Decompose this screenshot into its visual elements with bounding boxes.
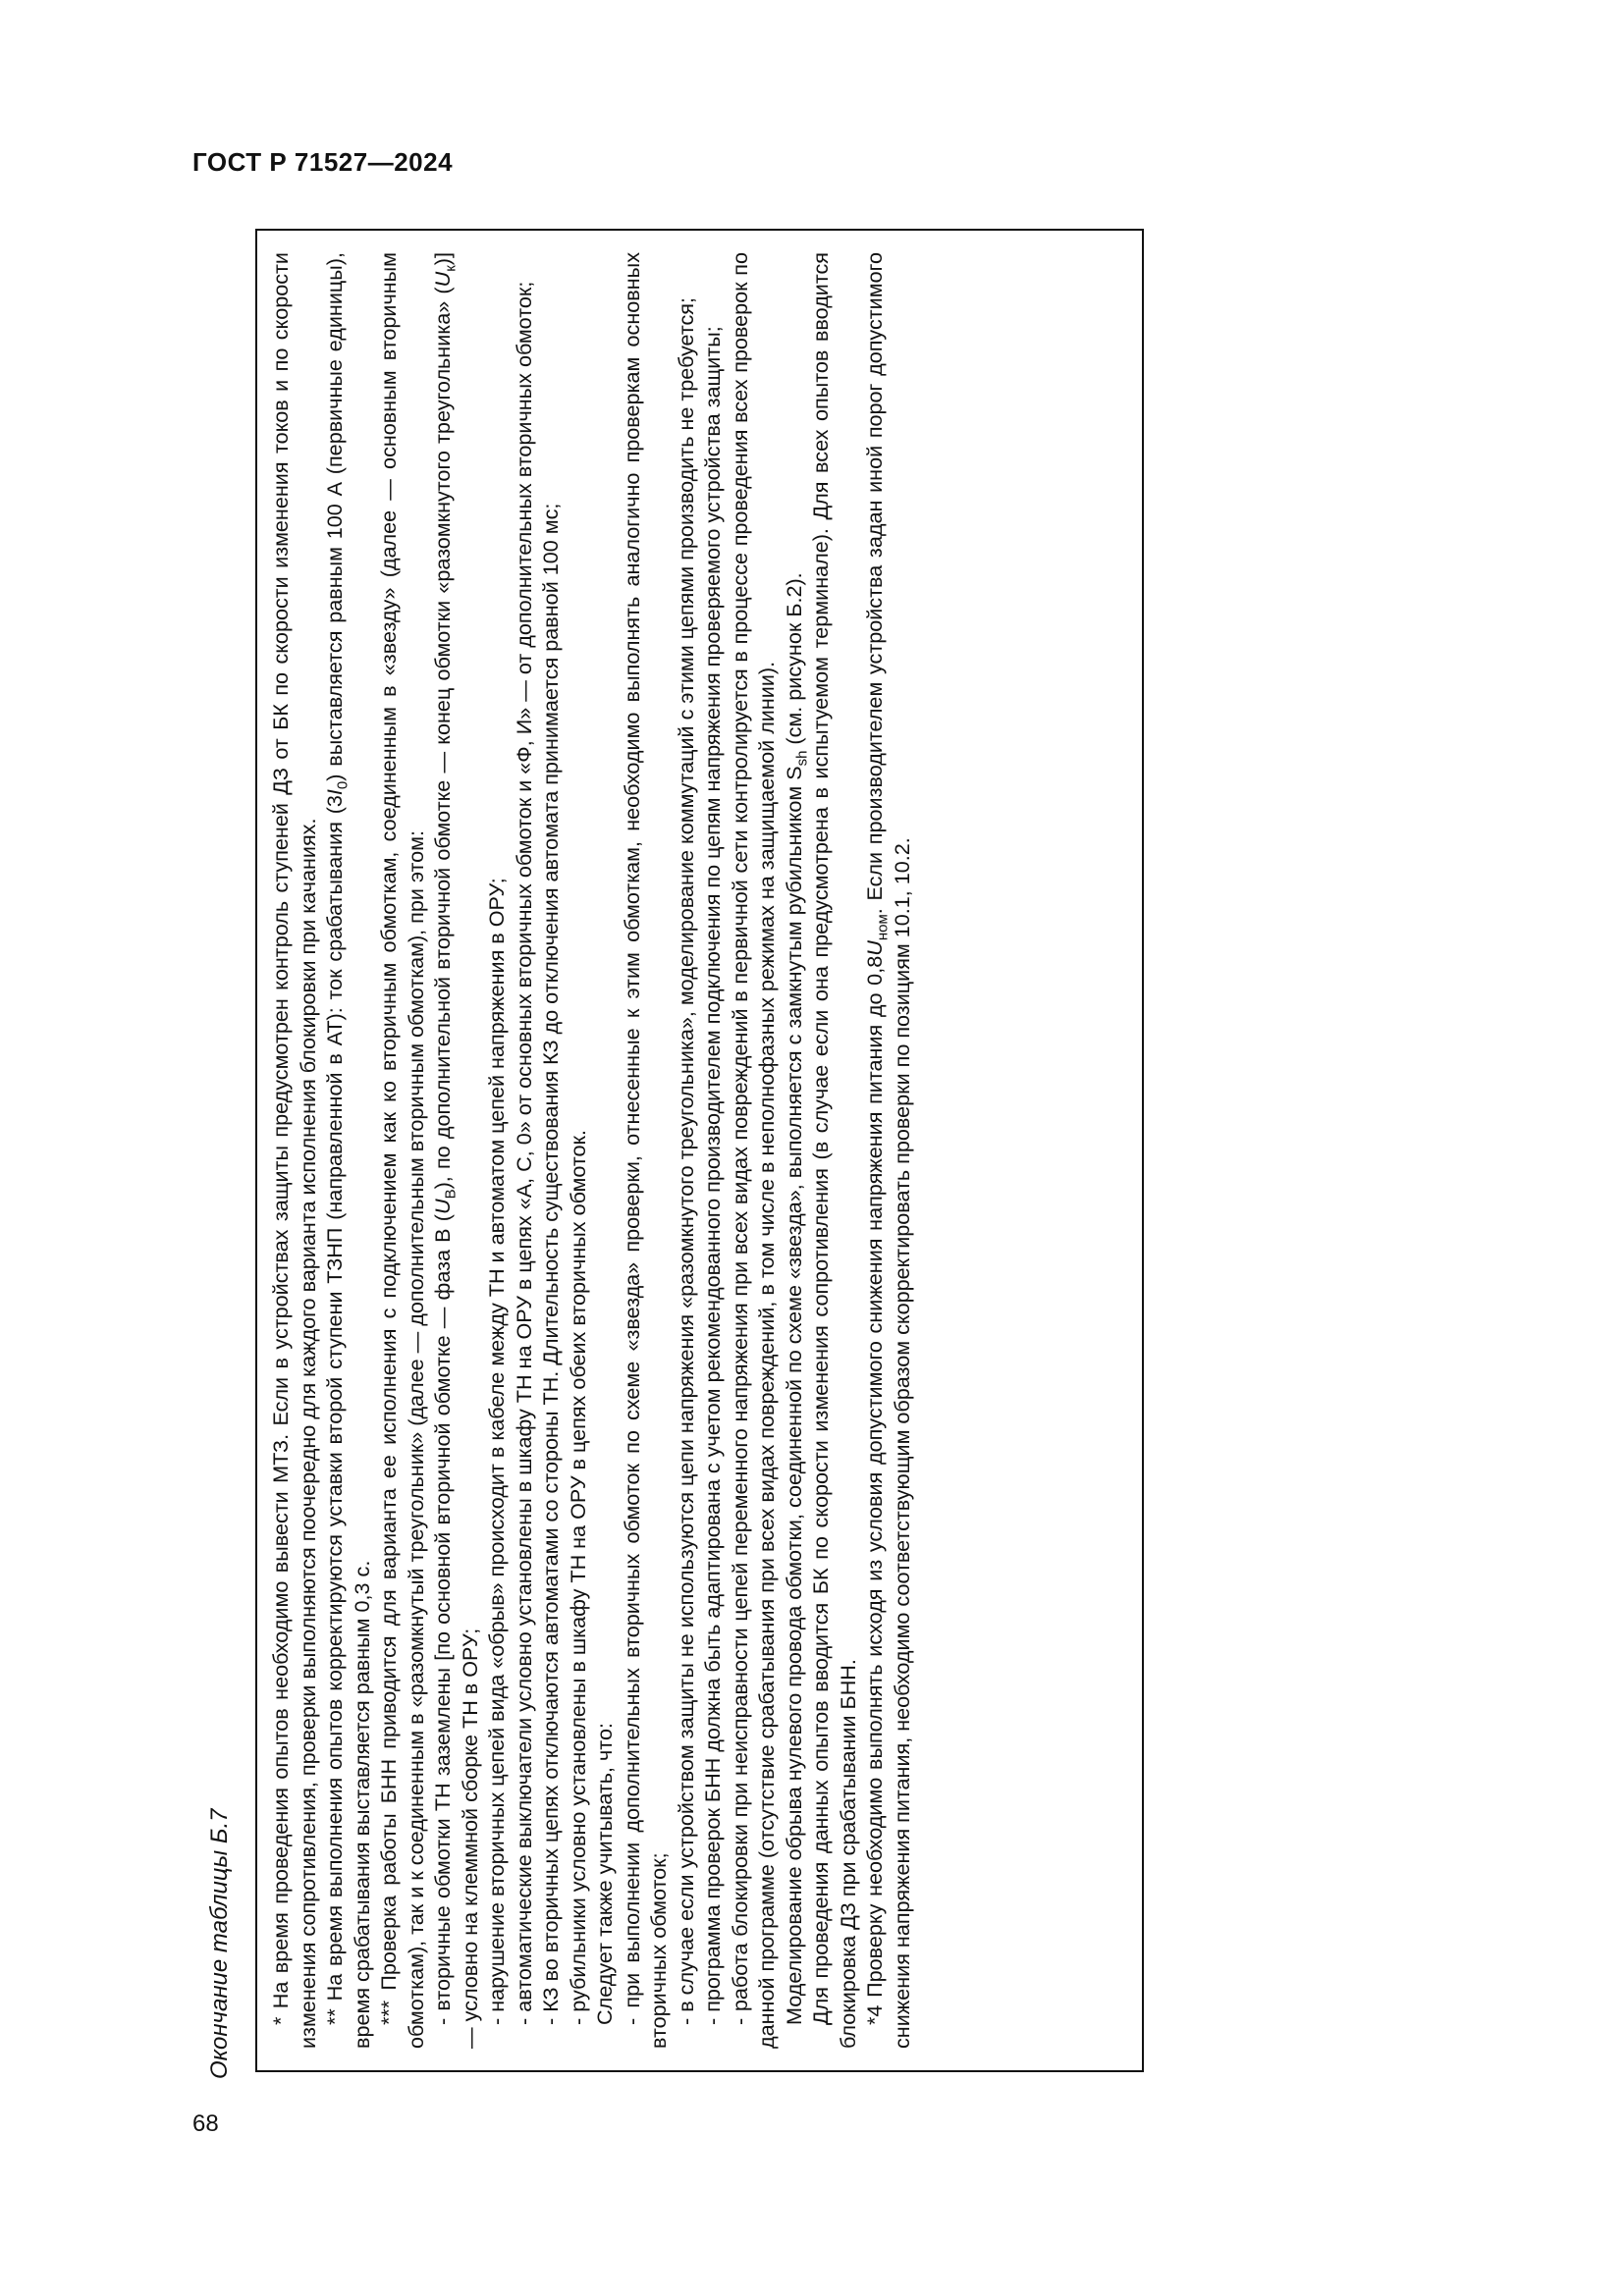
note-3-item-1: - вторичные обмотки ТН заземлены [по основной вторичной обмотке — фаза В $(U_B)$, по дополнительной вторичной обмотке — конец обмотки «разомкнутого треугольника» $(U_к)$] — условно на клеммной сборке ТН в ОРУ; — [430, 252, 482, 2049]
notes-frame — [255, 229, 1144, 2072]
note-3: *** Проверка работы БНН приводится для варианта ее исполнения с подключением как ко вторичным обмоткам, соединенным в «звезду» (далее — основным вторичным обмоткам), так и к соединенным в «разомкнутый треугольник» (далее — дополнительным вторичным обмоткам), при этом: — [376, 252, 428, 2049]
note-3-item-4: - КЗ во вторичных цепях отключаются автоматами со стороны ТН. Длительность существования КЗ до отключения автомата принимается равной 100 мс; — [538, 503, 563, 2025]
note-3-consider-4: - работа блокировки при неисправности цепей переменного напряжения при всех видах повреждений в первичной сети контролируется в процессе проведения всех проверок по данной программе (отсутствие срабатывания при всех видах повреждений, в том числе в неполнофазных режимах на защищаемой линии). — [727, 252, 779, 2049]
note-3-item-3: - автоматические выключатели условно установлены в шкафу ТН на ОРУ в цепях «А, С, 0» от основных вторичных обмоток и «Ф, И» — от дополнительных вторичных обмоток; — [511, 281, 536, 2025]
note-3-consider-1: - при выполнении дополнительных вторичных обмоток по схеме «звезда» проверки, отнесенные к этим обмоткам, необходимо выполнять аналогично проверкам основных вторичных обмоток; — [619, 252, 671, 2049]
note-3-modeling: Моделирование обрыва нулевого провода обмотки, соединенной по схеме «звезда», выполняется с замкнутым рубильником $S_{sh}$ (см. рисунок Б.2). — [781, 572, 810, 2025]
note-2: ** На время выполнения опытов корректируются уставки второй ступени ТЗНП (направленной в АТ): ток срабатывания $(3I_0)$ выставляется равным 100 А (первичные единицы), время срабатывания выставляется равным 0,3 с. — [322, 252, 374, 2049]
note-1: * На время проведения опытов необходимо вывести МТЗ. Если в устройствах защиты предусмотрен контроль ступеней ДЗ от БК по скорости изменения токов и по скорости изменения сопротивления, проверки выполняются поочередно для каждого варианта исполнения блокировки при качаниях. — [268, 252, 320, 2049]
note-4: *4 Проверку необходимо выполнять исходя из условия допустимого снижения напряжения питания до $0,8U_{ном}$. Если производителем устройства задан иной порог допустимого снижения напряжения питания, необходимо соответствующим образом скорректировать проверки по позициям 10.1, 10.2. — [862, 252, 914, 2049]
table-caption: Окончание таблицы Б.7 — [206, 1808, 233, 2079]
note-3-consider-2: - в случае если устройством защиты не используются цепи напряжения «разомкнутого треугольника», моделирование коммутаций с этими цепями производить не требуется; — [673, 297, 698, 2025]
note-3-blocking: Для проведения данных опытов вводится БК по скорости изменения сопротивления (в случае если она предусмотрена в испытуемом терминале). Для всех опытов вводится блокировка ДЗ при срабатывании БНН. — [808, 252, 860, 2049]
page-number: 68 — [192, 2110, 219, 2137]
table-notes — [255, 229, 1144, 2072]
note-3-item-2: - нарушение вторичных цепей вида «обрыв» происходит в кабеле между ТН и автоматом цепей напряжения в ОРУ; — [484, 878, 509, 2025]
note-3-consider-3: - программа проверок БНН должна быть адаптирована с учетом рекомендованного производителем подключения по цепям напряжения проверяемого устройства защиты; — [700, 326, 725, 2025]
document-header: ГОСТ Р 71527—2024 — [192, 147, 454, 177]
note-3-also: Следует также учитывать, что: — [592, 1723, 617, 2025]
note-3-item-5: - рубильники условно установлены в шкафу ТН на ОРУ в цепях обеих вторичных обмоток. — [565, 1130, 590, 2025]
